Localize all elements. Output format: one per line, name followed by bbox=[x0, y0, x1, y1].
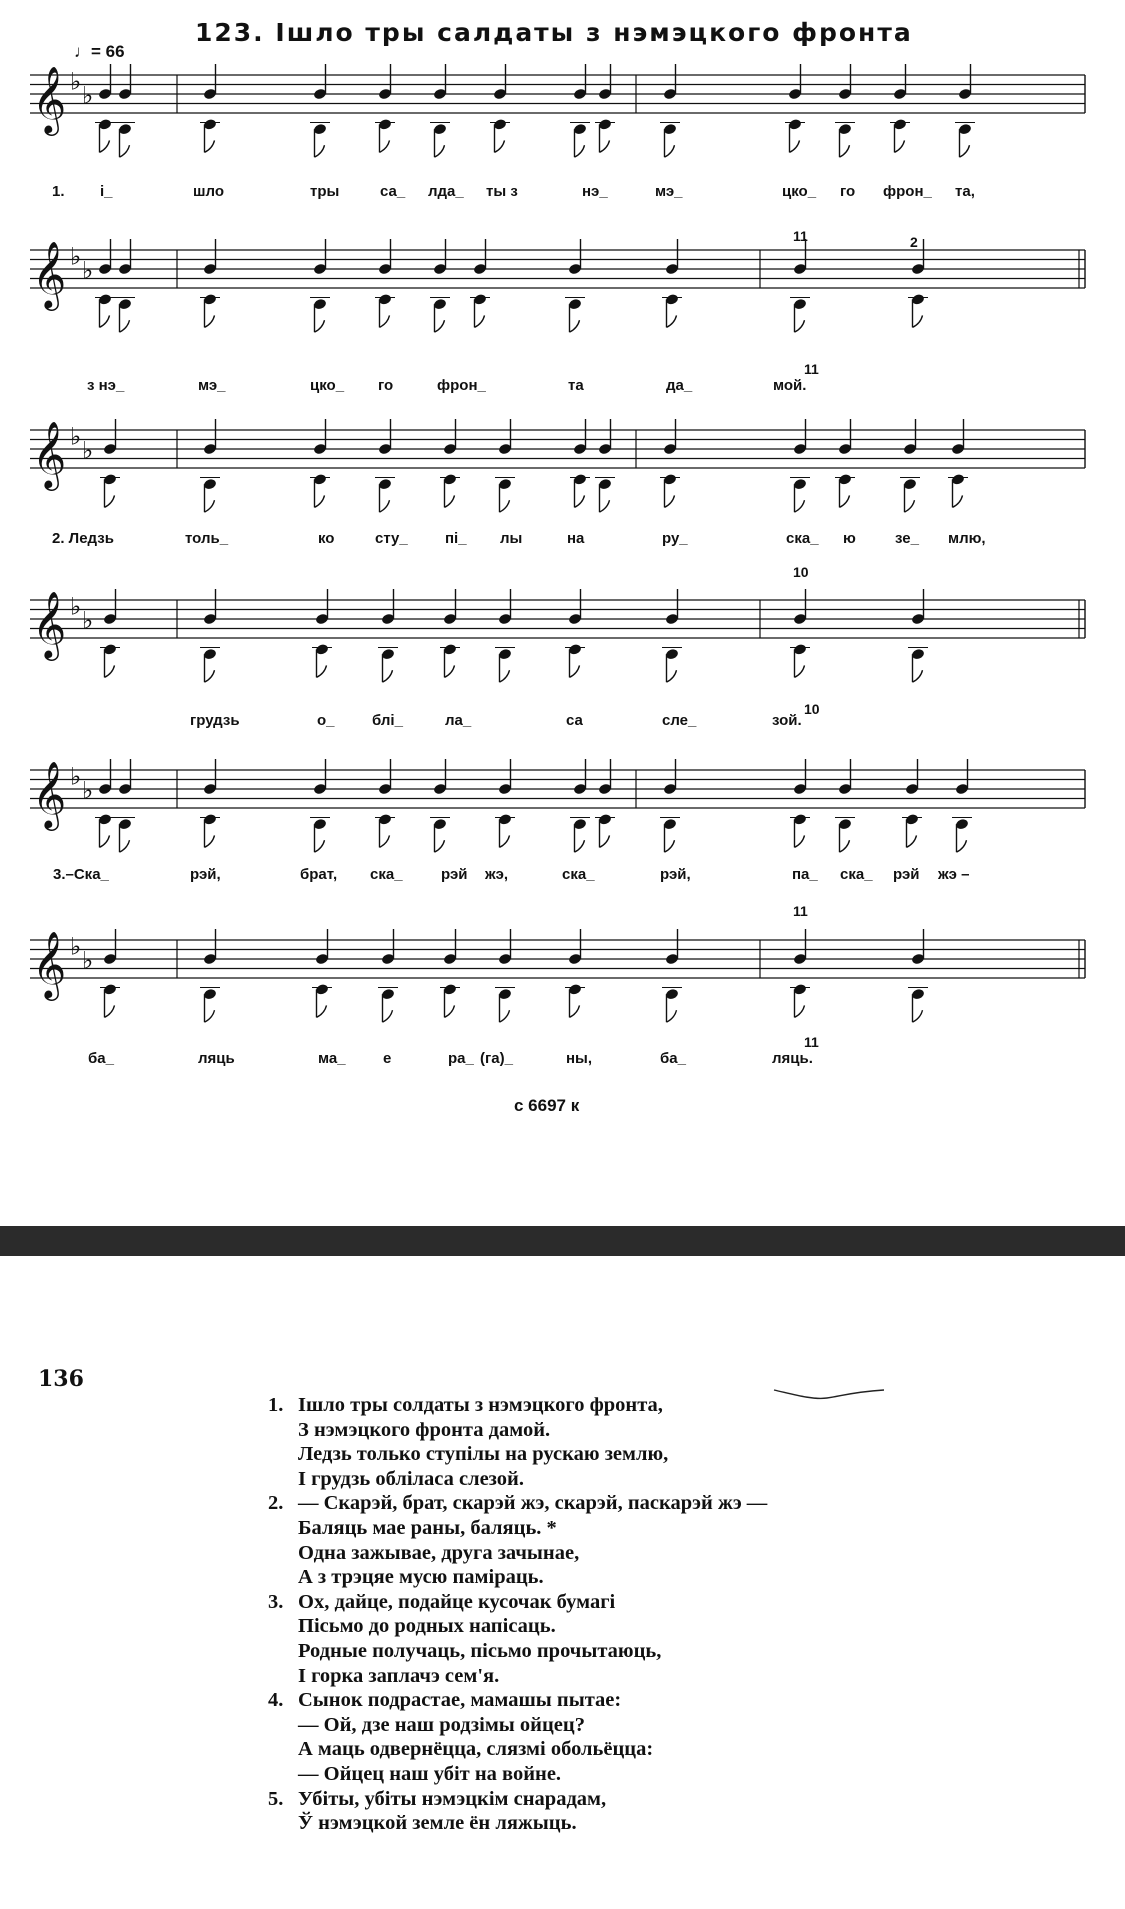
lyric-syllable: млю, bbox=[948, 530, 986, 547]
lyrics-line-1 bbox=[0, 183, 1125, 209]
lyric-syllable: са_ bbox=[380, 183, 406, 200]
note-flag bbox=[905, 500, 915, 512]
note-flag bbox=[665, 145, 675, 157]
note-flag bbox=[100, 140, 110, 152]
lyric-syllable: та bbox=[568, 377, 584, 394]
note-flag bbox=[953, 495, 963, 507]
note-flag bbox=[435, 145, 445, 157]
note-flag bbox=[895, 140, 905, 152]
note-flag bbox=[500, 835, 510, 847]
lyric-syllable: да_ bbox=[666, 377, 693, 394]
lyric-syllable: ма_ bbox=[318, 1050, 346, 1067]
verse-number: 5. bbox=[268, 1787, 284, 1810]
lyric-syllable: ска_ bbox=[840, 866, 873, 883]
treble-clef-icon: 𝄞 bbox=[32, 240, 67, 308]
note-flag bbox=[315, 495, 325, 507]
note-flag bbox=[205, 500, 215, 512]
fermata-number: 2 bbox=[910, 234, 918, 250]
verse-line: З нэмэцкого фронта дамой. bbox=[298, 1418, 551, 1441]
lyric-syllable: ко bbox=[318, 530, 335, 547]
lyric-syllable: зой. bbox=[772, 712, 802, 729]
lyric-syllable: ра_ bbox=[448, 1050, 474, 1067]
song-title: 123. Ішло тры салдаты з нэмэцкого фронта bbox=[195, 18, 913, 47]
verse-4 bbox=[268, 1688, 767, 1786]
note-flag bbox=[445, 1005, 455, 1017]
note-flag bbox=[665, 840, 675, 852]
note-flag bbox=[913, 670, 923, 682]
note-flag bbox=[435, 840, 445, 852]
verse-3 bbox=[268, 1590, 767, 1688]
lyric-syllable: мэ_ bbox=[198, 377, 226, 394]
verse-number: 4. bbox=[268, 1689, 284, 1712]
note-flag bbox=[575, 840, 585, 852]
verses-block bbox=[268, 1393, 767, 1836]
verse-line: Убіты, убіты нэмэцкім снарадам, bbox=[298, 1787, 607, 1810]
note-flag bbox=[795, 320, 805, 332]
note-flag bbox=[205, 670, 215, 682]
lyric-syllable: пі_ bbox=[445, 530, 467, 547]
note-flag bbox=[475, 315, 485, 327]
lyric-syllable: го bbox=[840, 183, 856, 200]
note-flag bbox=[667, 315, 677, 327]
lyric-syllable: грудзь bbox=[190, 712, 240, 729]
note-flag bbox=[105, 665, 115, 677]
verse-1 bbox=[268, 1393, 767, 1491]
lyric-syllable: мэ_ bbox=[655, 183, 683, 200]
note-flag bbox=[600, 835, 610, 847]
lyrics-line-3 bbox=[0, 530, 1125, 556]
note-flag bbox=[383, 670, 393, 682]
note-flag bbox=[380, 500, 390, 512]
catalog-code: с 6697 к bbox=[514, 1096, 580, 1115]
verse-line: Пісьмо до родных напісаць. bbox=[298, 1615, 556, 1638]
pen-mark bbox=[772, 1384, 887, 1406]
verse-2 bbox=[268, 1491, 767, 1589]
note-flag bbox=[575, 495, 585, 507]
note-flag bbox=[495, 140, 505, 152]
note-flag bbox=[120, 145, 130, 157]
lyric-syllable: фрон_ bbox=[437, 377, 486, 394]
lyric-syllable: мой. bbox=[773, 377, 807, 394]
page-divider bbox=[0, 1226, 1125, 1256]
note-flag bbox=[205, 835, 215, 847]
fermata-number: 11 bbox=[793, 903, 808, 919]
note-flag bbox=[795, 500, 805, 512]
lyric-syllable: фрон_ bbox=[883, 183, 932, 200]
fermata-number: 10 bbox=[804, 701, 820, 717]
lyric-syllable: рэй, bbox=[660, 866, 691, 883]
note-flag bbox=[795, 835, 805, 847]
lyric-syllable: са bbox=[566, 712, 583, 729]
flat-icon: ♭ bbox=[70, 762, 82, 791]
lyric-syllable: ляць bbox=[198, 1050, 235, 1067]
lyric-syllable: рэй bbox=[441, 866, 468, 883]
note-flag bbox=[317, 1005, 327, 1017]
verse-line: Ох, дайце, подайце кусочак бумагі bbox=[298, 1590, 616, 1613]
staff-lines bbox=[30, 940, 1085, 978]
flat-icon: ♭ bbox=[70, 592, 82, 621]
verse-number: 2. bbox=[268, 1492, 284, 1515]
flat-icon: ♭ bbox=[70, 67, 82, 96]
note-flag bbox=[380, 315, 390, 327]
note-flag bbox=[205, 1010, 215, 1022]
lyric-syllable: е bbox=[383, 1050, 392, 1067]
note-flag bbox=[840, 495, 850, 507]
verse-line: А з трэцяе мусю паміраць. bbox=[298, 1566, 544, 1589]
lyric-syllable: (га)_ bbox=[480, 1050, 513, 1067]
tempo-marking: ♩= 66 bbox=[74, 42, 125, 61]
note-flag bbox=[667, 670, 677, 682]
lyrics-line-4 bbox=[0, 712, 1125, 738]
verse-line: І грудзь обліласа слезой. bbox=[298, 1467, 524, 1490]
verse-number: 1. bbox=[268, 1394, 284, 1416]
note-flag bbox=[795, 1005, 805, 1017]
lyric-syllable: тры bbox=[310, 183, 340, 200]
note-flag bbox=[913, 315, 923, 327]
fermata-number: 10 bbox=[793, 564, 809, 580]
lyric-syllable: ска_ bbox=[370, 866, 403, 883]
note-flag bbox=[570, 665, 580, 677]
lyric-syllable: жэ, bbox=[485, 866, 509, 883]
flat-icon: ♭ bbox=[82, 256, 94, 285]
verse-line: Ў нэмэцкой земле ён ляжыць. bbox=[298, 1812, 577, 1835]
note-flag bbox=[570, 320, 580, 332]
lyric-syllable: па_ bbox=[792, 866, 818, 883]
verse-line: Ішло тры солдаты з нэмэцкого фронта, bbox=[298, 1394, 663, 1416]
note-flag bbox=[600, 500, 610, 512]
flat-icon: ♭ bbox=[82, 436, 94, 465]
note-flag bbox=[315, 320, 325, 332]
note-flag bbox=[600, 140, 610, 152]
lyric-syllable: цко_ bbox=[782, 183, 817, 200]
verse-line: Одна зажывае, друга зачынае, bbox=[298, 1541, 580, 1564]
verse-line: — Ойцец наш убіт на войне. bbox=[298, 1762, 562, 1785]
note-flag bbox=[795, 665, 805, 677]
lyric-syllable: та, bbox=[955, 183, 975, 200]
treble-clef-icon: 𝄞 bbox=[32, 930, 67, 998]
treble-clef-icon: 𝄞 bbox=[32, 420, 67, 488]
verse-line: Баляць мае раны, баляць. * bbox=[298, 1516, 557, 1539]
flat-icon: ♭ bbox=[70, 422, 82, 451]
note-flag bbox=[380, 835, 390, 847]
note-flag bbox=[665, 495, 675, 507]
note-flag bbox=[570, 1005, 580, 1017]
note-flag bbox=[383, 1010, 393, 1022]
lyric-syllable: зе_ bbox=[895, 530, 919, 547]
lyric-syllable: ны, bbox=[566, 1050, 593, 1067]
lyric-syllable: ру_ bbox=[662, 530, 688, 547]
lyric-syllable: шло bbox=[193, 183, 224, 200]
note-flag bbox=[205, 315, 215, 327]
lyric-syllable: рэй, bbox=[190, 866, 221, 883]
treble-clef-icon: 𝄞 bbox=[32, 760, 67, 828]
note-flag bbox=[667, 1010, 677, 1022]
note-flag bbox=[500, 670, 510, 682]
note-flag bbox=[317, 665, 327, 677]
note-flag bbox=[840, 145, 850, 157]
lyric-syllable: лы bbox=[500, 530, 523, 547]
note-flag bbox=[500, 500, 510, 512]
flat-icon: ♭ bbox=[70, 932, 82, 961]
note-flag bbox=[315, 145, 325, 157]
staff-lines bbox=[30, 430, 1085, 468]
page-number: 136 bbox=[38, 1366, 84, 1392]
note-flag bbox=[100, 315, 110, 327]
fermata-number: 11 bbox=[804, 1034, 819, 1050]
note-flag bbox=[840, 840, 850, 852]
verse-line: — Ой, дзе наш родзімы ойцец? bbox=[298, 1713, 585, 1736]
lyric-syllable: ла_ bbox=[445, 712, 472, 729]
verse-line: Родные получаць, пісьмо прочытаюць, bbox=[298, 1639, 662, 1662]
note-flag bbox=[445, 665, 455, 677]
staff-lines bbox=[30, 250, 1085, 288]
lyric-syllable: нэ_ bbox=[582, 183, 608, 200]
flat-icon: ♭ bbox=[82, 946, 94, 975]
note-flag bbox=[120, 320, 130, 332]
verse-line: І горка заплачэ сем'я. bbox=[298, 1664, 500, 1687]
flat-icon: ♭ bbox=[82, 776, 94, 805]
lyric-syllable: ба_ bbox=[660, 1050, 686, 1067]
note-flag bbox=[105, 1005, 115, 1017]
lyric-syllable: ска_ bbox=[786, 530, 819, 547]
note-flag bbox=[907, 835, 917, 847]
lyric-syllable: сту_ bbox=[375, 530, 408, 547]
lyric-syllable: і_ bbox=[100, 183, 113, 200]
lyrics-line-2 bbox=[0, 377, 1125, 403]
flat-icon: ♭ bbox=[82, 606, 94, 635]
lyrics-line-5 bbox=[0, 866, 1125, 892]
staff-system-6 bbox=[0, 905, 1125, 1125]
note-flag bbox=[205, 140, 215, 152]
note-flag bbox=[100, 835, 110, 847]
lyric-syllable: брат, bbox=[300, 866, 338, 883]
lyric-syllable: жэ – bbox=[938, 866, 970, 883]
fermata-number: 11 bbox=[804, 361, 819, 377]
note-flag bbox=[500, 1010, 510, 1022]
staff-lines bbox=[30, 770, 1085, 808]
flat-icon: ♭ bbox=[82, 81, 94, 110]
lyric-syllable: цко_ bbox=[310, 377, 345, 394]
note-flag bbox=[960, 145, 970, 157]
verse-line: Ледзь только ступілы на рускаю землю, bbox=[298, 1443, 669, 1466]
note-flag bbox=[380, 140, 390, 152]
verse-line: А маць одвернёцца, слязмі обольёцца: bbox=[298, 1738, 654, 1761]
lyric-syllable: 2. Ледзь bbox=[52, 530, 114, 547]
note-flag bbox=[435, 320, 445, 332]
lyric-syllable: 1. bbox=[52, 183, 65, 200]
lyric-syllable: ба_ bbox=[88, 1050, 114, 1067]
note-flag bbox=[315, 840, 325, 852]
staff-lines bbox=[30, 75, 1085, 113]
lyric-syllable: лда_ bbox=[428, 183, 464, 200]
note-flag bbox=[120, 840, 130, 852]
lyric-syllable: ляць. bbox=[772, 1050, 813, 1067]
note-flag bbox=[445, 495, 455, 507]
lyric-syllable: на bbox=[567, 530, 585, 547]
note-flag bbox=[957, 840, 967, 852]
note-flag bbox=[790, 140, 800, 152]
lyrics-line-6 bbox=[0, 1050, 1125, 1076]
lyric-syllable: сле_ bbox=[662, 712, 697, 729]
lyric-syllable: ю bbox=[843, 530, 856, 547]
note-flag bbox=[575, 145, 585, 157]
note-flag bbox=[105, 495, 115, 507]
treble-clef-icon: 𝄞 bbox=[32, 65, 67, 133]
treble-clef-icon: 𝄞 bbox=[32, 590, 67, 658]
lyric-syllable: рэй bbox=[893, 866, 920, 883]
fermata-number: 11 bbox=[793, 228, 808, 244]
lyric-syllable: толь_ bbox=[185, 530, 229, 547]
lyric-syllable: о_ bbox=[317, 712, 335, 729]
lyric-syllable: 3.–Ска_ bbox=[53, 866, 109, 883]
verse-5 bbox=[268, 1787, 767, 1836]
lyric-syllable: ты з bbox=[486, 183, 518, 200]
verse-line: — Скарэй, брат, скарэй жэ, скарэй, паскарэй жэ — bbox=[298, 1492, 768, 1515]
staff-lines bbox=[30, 600, 1085, 638]
note-flag bbox=[913, 1010, 923, 1022]
lyric-syllable: ска_ bbox=[562, 866, 595, 883]
lyric-syllable: з нэ_ bbox=[87, 377, 125, 394]
lyric-syllable: блі_ bbox=[372, 712, 403, 729]
lyric-syllable: го bbox=[378, 377, 394, 394]
flat-icon: ♭ bbox=[70, 242, 82, 271]
verse-number: 3. bbox=[268, 1590, 284, 1613]
verse-line: Сынок подрастае, мамашы пытае: bbox=[298, 1689, 622, 1712]
